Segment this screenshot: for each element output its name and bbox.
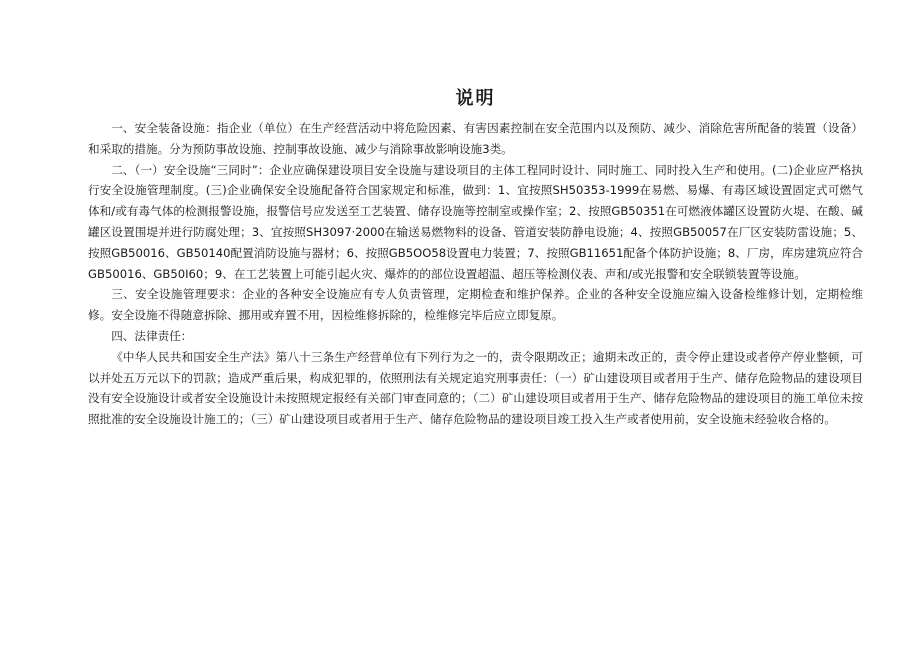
paragraph-legal-liability-heading: 四、法律责任： (111, 328, 193, 343)
paragraph-management-requirements: 三、安全设施管理要求：企业的各种安全设施应有专人负责管理，定期检查和维护保养。企业的各种安全设施应编入设备检维修计划，定期检维修。安全设施不得随意拆除、挪用或弃置不用，因检维修拆除的，检维修完毕后应立即复原。 (88, 287, 863, 323)
paragraph-three-simultaneities: 二、（一）安全设施“三同时”：企业应确保建设项目安全设施与建设项目的主体工程同时设计、同时施工、同时投入生产和使用。(二)企业应严格执行安全设施管理制度。(三)企业确保安全设施配备符合国家规定和标准，做到：1、宜按照SH50353-1999在易燃、易爆、有毒区域设置固定式可燃气体和/或有毒气体的检测报警设施，报警信号应发送至工艺装置、储存设施等控制室或操作室；2、按照GB50351在可燃液体罐区设置防火堤、在酸、碱罐区设置围堤并进行防腐处理；3、宜按照SH3097·2000在输送易燃物料的设备、管道安装防静电设施；4、按照GB50057在厂区安装防雷设施；5、按照GB50016、GB50140配置消防设施与器材；6、按照GB5OO58设置电力装置；7、按照GB11651配备个体防护设施；8、厂房，库房建筑应符合GB50016、GB50I60；9、在工艺装置上可能引起火灾、爆炸的的部位设置超温、超压等检测仪表、声和/或光报警和安全联锁装置等设施。 (88, 162, 863, 281)
paragraph-safety-equipment-definition: 一、安全装备设施：指企业（单位）在生产经营活动中将危险因素、有害因素控制在安全范围内以及预防、减少、消除危害所配备的装置（设备）和采取的措施。分为预防事故设施、控制事故设施、减少与消除事故影响设施3类。 (88, 121, 863, 156)
document-title: 说明 (455, 88, 496, 109)
document-page (88, 86, 863, 430)
paragraph-work-safety-law: 《中华人民共和国安全生产法》第八十三条生产经营单位有下列行为之一的，责令限期改正；逾期未改正的，责令停止建设或者停产停业整顿，可以并处五万元以下的罚款；造成严重后果，构成犯罪的，依照刑法有关规定追究刑事责任：（一）矿山建设项目或者用于生产、储存危险物品的建设项目没有安全设施设计或者安全设施设计未按照规定报经有关部门审查同意的；（二）矿山建设项目或者用于生产、储存危险物品的建设项目的施工单位未按照批准的安全设施设计施工的；（三）矿山建设项目或者用于生产、储存危险物品的建设项目竣工投入生产或者使用前，安全设施未经验收合格的。 (88, 349, 863, 427)
